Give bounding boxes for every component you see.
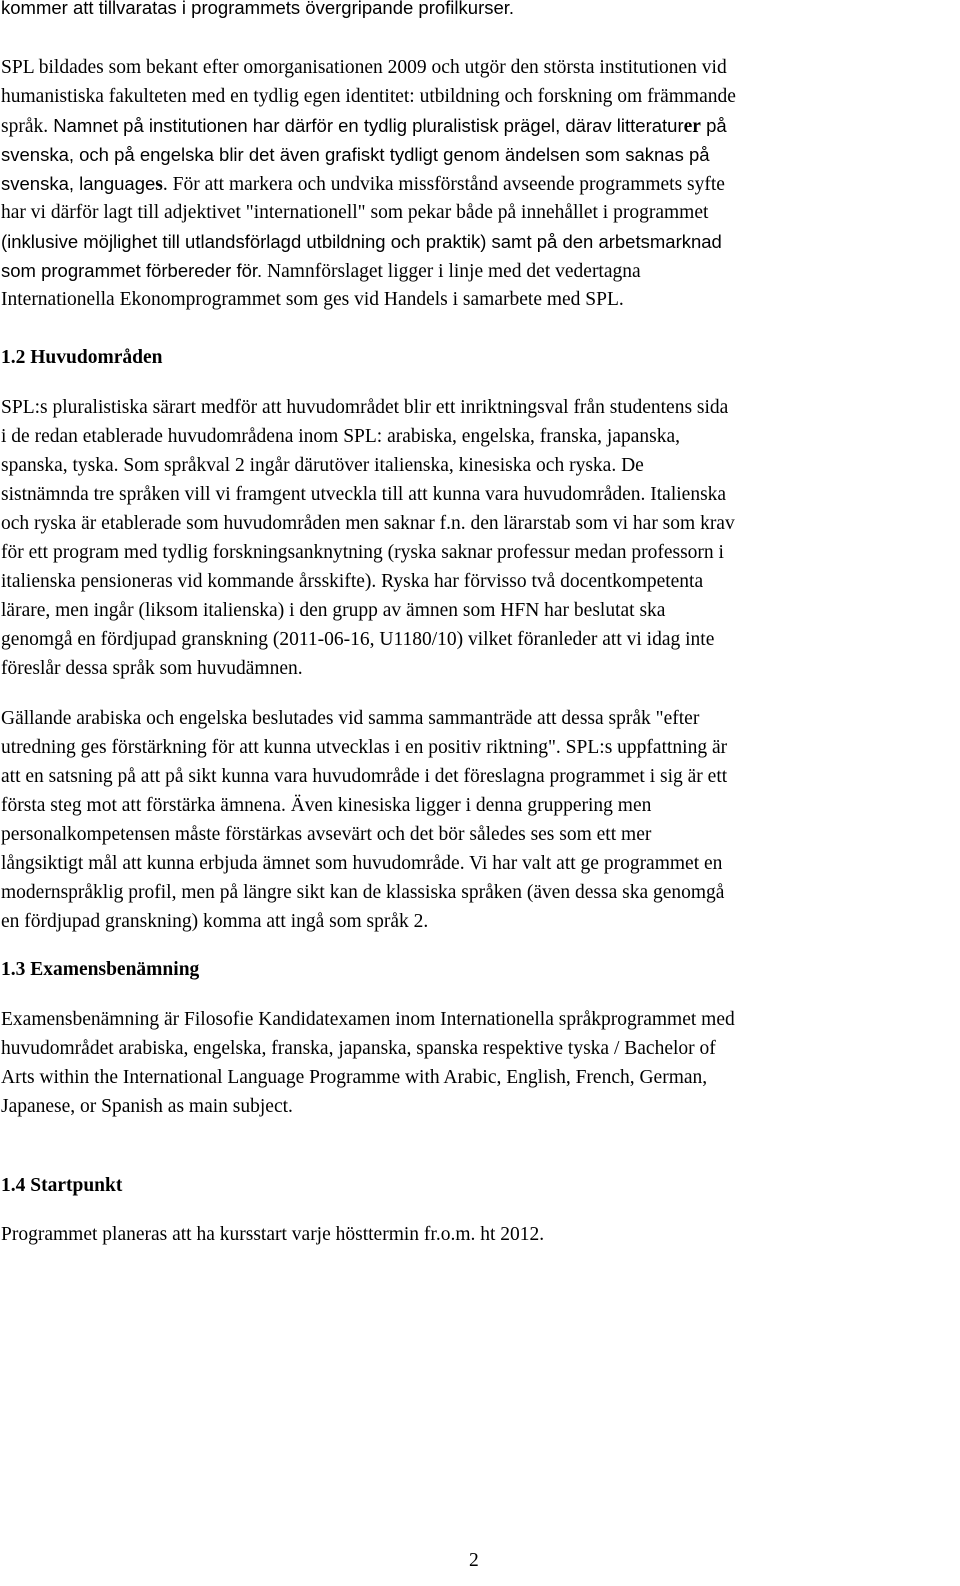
text-line	[1, 111, 956, 140]
paragraph-startpunkt	[1, 1220, 956, 1249]
text-line: har vi därför lagt till adjektivet "internationell" som pekar både på innehållet i programmet	[1, 202, 709, 223]
text-line: (inklusive möjlighet till utlandsförlagd utbildning och praktik) samt på den arbetsmarknad	[1, 231, 722, 252]
text-span: . För att markera och undvika missförstånd avseende programmets syfte	[162, 174, 725, 195]
text-line: Arts within the International Language Programme with Arabic, English, French, German,	[1, 1067, 708, 1088]
text-line: Japanese, or Spanish as main subject.	[1, 1096, 293, 1117]
text-span: svenska, language	[1, 173, 156, 194]
text-line: modernspråklig profil, men på längre sikt kan de klassiska språken (även dessa ska genomgå	[1, 882, 725, 903]
heading-text: 1.2 Huvudområden	[1, 347, 163, 368]
section-heading-1-4	[1, 1171, 956, 1200]
text-line: humanistiska fakulteten med en tydlig egen identitet: utbildning och forskning om främmande	[1, 86, 736, 107]
section-heading-1-2	[1, 343, 956, 372]
paragraph-examensbenamning	[1, 1005, 956, 1121]
heading-text: 1.4 Startpunkt	[1, 1175, 123, 1196]
intro-paragraph	[1, 0, 956, 22]
text-line	[1, 256, 956, 285]
text-line: personalkompetensen måste förstärkas avsevärt och det bör således ses som ett mer	[1, 824, 652, 845]
text-line: att en satsning på att på sikt kunna vara huvudområde i det föreslagna programmet i sig är ett	[1, 766, 728, 787]
bold-text: s	[155, 174, 163, 195]
text-line: genomgå en fördjupad granskning (2011-06-16, U1180/10) vilket föranleder att vi idag inte	[1, 629, 715, 650]
text-line: och ryska är etablerade som huvudområden men saknar f.n. den lärarstab som vi har som krav	[1, 513, 735, 534]
text-line: SPL bildades som bekant efter omorganisationen 2009 och utgör den största institutionen vid	[1, 57, 727, 78]
text-line: Internationella Ekonomprogrammet som ges vid Handels i samarbete med SPL.	[1, 289, 624, 310]
text-line: huvudområdet arabiska, engelska, franska, japanska, spanska respektive tyska / Bachelor of	[1, 1038, 716, 1059]
paragraph-arabiska-engelska	[1, 704, 956, 936]
text-line: Examensbenämning är Filosofie Kandidatexamen inom Internationella språkprogrammet med	[1, 1009, 735, 1030]
text-line: kommer att tillvaratas i programmets övergripande profilkurser.	[1, 0, 515, 18]
section-heading-1-3	[1, 955, 956, 984]
text-line: en fördjupad granskning) komma att ingå som språk 2.	[1, 911, 429, 932]
text-line: för ett program med tydlig forskningsanknytning (ryska saknar professur medan professorn i	[1, 542, 724, 563]
text-line: spanska, tyska. Som språkval 2 ingår därutöver italienska, kinesiska och ryska. De	[1, 455, 644, 476]
heading-text: 1.3 Examensbenämning	[1, 959, 200, 980]
text-line: svenska, och på engelska blir det även grafiskt tydligt genom ändelsen som saknas på	[1, 144, 710, 165]
text-line: utredning ges förstärkning för att kunna utvecklas i en positiv riktning". SPL:s uppfattning är	[1, 737, 728, 758]
text-line: SPL:s pluralistiska särart medför att huvudområdet blir ett inriktningsval från studentens sida	[1, 397, 729, 418]
text-span: som programmet förbereder för.	[1, 260, 263, 281]
text-span: språk.	[1, 116, 49, 137]
bold-text: er	[683, 116, 701, 137]
text-line: långsiktigt mål att kunna erbjuda ämnet som huvudområde. Vi har valt att ge programmet en	[1, 853, 723, 874]
text-line: Gällande arabiska och engelska beslutades vid samma sammanträde att dessa språk "efter	[1, 708, 700, 729]
text-line: i de redan etablerade huvudområdena inom SPL: arabiska, engelska, franska, japanska,	[1, 426, 681, 447]
paragraph-spl-background	[1, 53, 956, 314]
text-line: sistnämnda tre språken vill vi framgent utveckla till att kunna vara huvudområden. Italienska	[1, 484, 727, 505]
text-span: Namnförslaget ligger i linje med det vedertagna	[262, 261, 641, 282]
paragraph-huvudomraden	[1, 393, 956, 683]
text-span: på	[700, 115, 727, 136]
text-line: första steg mot att förstärka ämnena. Även kinesiska ligger i denna gruppering men	[1, 795, 652, 816]
text-line: föreslår dessa språk som huvudämnen.	[1, 658, 303, 679]
text-line	[1, 169, 956, 198]
text-span: Namnet på institutionen har därför en tydlig pluralistisk prägel, därav litteratur	[48, 115, 684, 136]
text-line: lärare, men ingår (liksom italienska) i den grupp av ämnen som HFN har beslutat ska	[1, 600, 666, 621]
text-line: italienska pensioneras vid kommande årsskifte). Ryska har förvisso två docentkompetenta	[1, 571, 704, 592]
page-number: 2	[469, 1550, 479, 1571]
text-line: Programmet planeras att ha kursstart varje hösttermin fr.o.m. ht 2012.	[1, 1224, 545, 1245]
